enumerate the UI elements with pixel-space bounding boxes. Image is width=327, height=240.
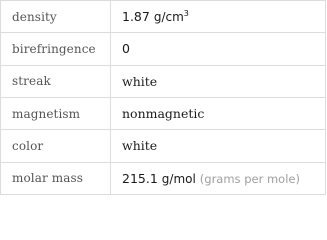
- unit-exponent: 3: [183, 9, 189, 19]
- row-label: density: [1, 1, 111, 33]
- row-label: molar mass: [1, 162, 111, 194]
- row-label: magnetism: [1, 97, 111, 129]
- unit-base: g/cm: [153, 10, 184, 25]
- value-number: 0: [122, 41, 130, 57]
- value-number: 215.1: [122, 170, 158, 186]
- table-row-molar-mass: [1, 162, 326, 194]
- row-value: nonmagnetic: [111, 97, 326, 129]
- table-row-streak: [1, 65, 326, 97]
- table-row-density: [1, 1, 326, 33]
- row-label: birefringence: [1, 33, 111, 65]
- table-row-magnetism: [1, 97, 326, 129]
- value-unit: [154, 10, 189, 24]
- row-label: color: [1, 130, 111, 162]
- row-value: white: [111, 130, 326, 162]
- row-value: [111, 1, 326, 33]
- row-label: streak: [1, 65, 111, 97]
- row-value: white: [111, 65, 326, 97]
- row-value: [111, 162, 326, 194]
- value-number: 1.87: [122, 9, 150, 25]
- value-unit: g/mol: [161, 171, 196, 186]
- unit-description: (grams per mole): [199, 171, 300, 186]
- table-row-birefringence: [1, 33, 326, 65]
- table-row-color: [1, 130, 326, 162]
- row-value: [111, 33, 326, 65]
